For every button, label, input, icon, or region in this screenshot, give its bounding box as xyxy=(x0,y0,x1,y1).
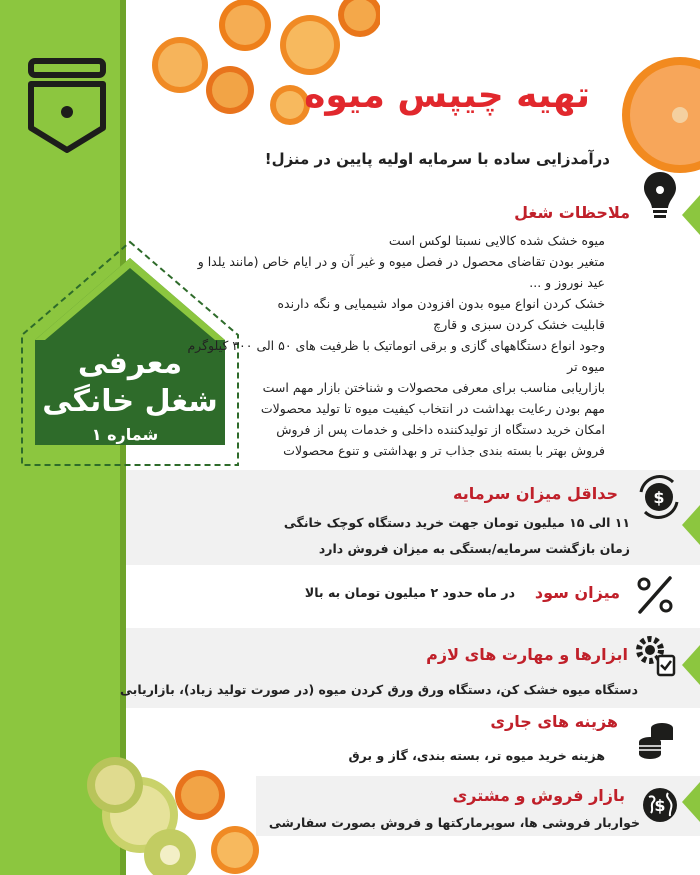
percent-icon xyxy=(634,574,676,616)
page-title: تهیه چیپس میوه xyxy=(304,75,590,116)
notes-line: خشک کردن انواع میوه بدون افزودن مواد شیمیایی و نگه دارنده xyxy=(277,296,605,311)
globe-dollar-icon xyxy=(640,785,680,825)
coins-icon xyxy=(636,718,678,760)
notes-line: متغیر بودن تقاضای محصول در فصل میوه و غیر آن و در ایام خاص (مانند یلدا و xyxy=(197,254,605,269)
notes-marker xyxy=(682,195,700,235)
market-marker xyxy=(682,782,700,822)
capital-title: حداقل میزان سرمایه xyxy=(453,484,618,503)
pocket-icon xyxy=(28,58,106,153)
market-title: بازار فروش و مشتری xyxy=(452,786,625,805)
costs-title: هزینه های جاری xyxy=(490,712,618,731)
notes-line: فروش بهتر با بسته بندی جذاب تر و بهداشتی و تنوع محصولات xyxy=(283,443,605,458)
svg-text:$: $ xyxy=(653,488,665,507)
gear-checklist-icon xyxy=(632,632,678,678)
svg-text:$: $ xyxy=(654,796,666,815)
notes-line: امکان خرید دستگاه از تولیدکننده داخلی و خدمات پس از فروش xyxy=(276,422,605,437)
notes-line: بازاریابی مناسب برای معرفی محصولات و شناختن بازار مهم است xyxy=(262,380,605,395)
lightbulb-icon xyxy=(640,168,680,220)
costs-text: هزینه خرید میوه تر، بسته بندی، گاز و برق xyxy=(348,748,605,763)
badge-number: شماره ۱ xyxy=(91,425,159,444)
page-subtitle: درآمدزایی ساده با سرمایه اولیه پایین در منزل! xyxy=(264,150,610,168)
dried-apple-slices-bottom xyxy=(70,755,260,875)
money-cycle-icon xyxy=(636,474,682,520)
orange-half-top-right xyxy=(605,55,700,175)
profit-text: در ماه حدود ۲ میلیون تومان به بالا xyxy=(304,585,515,600)
notes-line: وجود انواع دستگاههای گازی و برقی اتوماتیک با ظرفیت های ۵۰ الی ۳۰۰ کیلوگرم xyxy=(187,338,605,353)
profit-title: میزان سود xyxy=(534,583,620,602)
market-text: خواربار فروشی ها، سوپرمارکتها و فروش بصورت سفارشی xyxy=(268,815,640,830)
notes-title: ملاحظات شغل xyxy=(514,203,630,222)
tools-text: دستگاه میوه خشک کن، دستگاه ورق ورق کردن میوه (در صورت تولید زیاد)، بازاریابی xyxy=(120,682,638,697)
notes-line: عید نوروز و ... xyxy=(529,275,605,290)
tools-title: ابزارها و مهارت های لازم xyxy=(426,645,628,664)
notes-line: میوه خشک شده کالایی نسبتا لوکس است xyxy=(388,233,605,248)
badge-title-line1: معرفی xyxy=(77,346,183,381)
notes-line: مهم بودن رعایت بهداشت در انتخاب کیفیت میوه تا تولید محصولات xyxy=(260,401,605,416)
tools-marker xyxy=(682,645,700,685)
capital-line: ۱۱ الی ۱۵ میلیون تومان جهت خرید دستگاه کوچک خانگی xyxy=(283,515,630,530)
notes-line: قابلیت خشک کردن سبزی و قارچ xyxy=(433,317,605,332)
capital-marker xyxy=(682,505,700,545)
capital-line: زمان بازگشت سرمایه/بستگی به میزان فروش دارد xyxy=(318,541,630,556)
notes-line: میوه تر xyxy=(567,359,605,374)
badge-title xyxy=(35,345,225,421)
badge-title-line2: شغل خانگی xyxy=(42,384,218,419)
